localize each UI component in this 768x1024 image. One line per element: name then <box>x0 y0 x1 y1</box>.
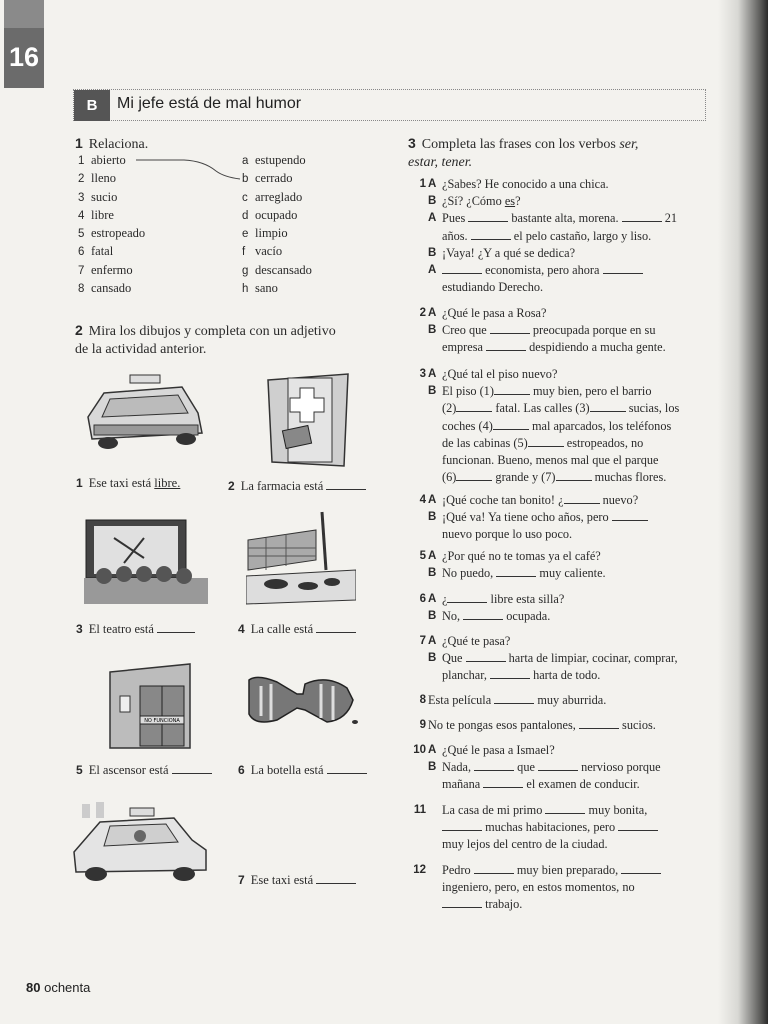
list-item: 5 estropeado <box>78 226 146 241</box>
answer-blank[interactable] <box>590 400 626 412</box>
answer-blank[interactable] <box>466 650 506 662</box>
list-item: g descansado <box>242 262 312 277</box>
taxi-occupied-image <box>70 800 212 886</box>
answer-blank[interactable] <box>172 762 212 774</box>
ex3-item-9: 9 No te pongas esos pantalones, sucios. <box>419 718 656 732</box>
answer-blank[interactable] <box>621 862 661 874</box>
ex3-item-1: 1 A ¿Sabes? He conocido a una chica. B ¿Sí? ¿Cómo es? A Pues bastante alta, morena. 21 años. el pelo castaño, largo y liso. B ¡Vaya! ¿Y a qué se dedica? A economista, pero ahora estudiando Derecho. <box>419 177 678 295</box>
caption-2: 2 La farmacia está <box>228 478 366 494</box>
unit-tab-top <box>4 0 44 28</box>
answer-blank[interactable] <box>456 400 492 412</box>
answer-blank[interactable] <box>603 262 643 274</box>
answer-blank[interactable] <box>442 819 482 831</box>
answer-blank[interactable] <box>474 759 514 771</box>
theater-image <box>84 518 208 604</box>
unit-number: 16 <box>8 42 40 72</box>
caption-5: 5 El ascensor está <box>76 762 212 778</box>
ex3-item-4: 4 A ¡Qué coche tan bonito! ¿ nuevo? B ¡Qué va! Ya tiene ocho años, pero nuevo porque lo uso poco. <box>408 492 710 544</box>
answer-blank[interactable] <box>456 469 492 481</box>
section-title: Mi jefe está de mal humor <box>117 95 302 112</box>
answer-blank[interactable] <box>564 492 600 504</box>
page-number-word: ochenta <box>44 980 91 995</box>
ex1-title <box>75 134 148 154</box>
ex3-item-11: 11 La casa de mi primo muy bonita, muchas habitaciones, pero muy lejos del centro de la ciudad. <box>408 802 710 854</box>
unit-tab <box>4 0 44 88</box>
ex1-right-list <box>242 152 312 298</box>
caption-1: 1 Ese taxi está libre. <box>76 476 181 490</box>
ex3-item-5: 5 A ¿Por qué no te tomas ya el café? B No puedo, muy caliente. <box>419 549 606 581</box>
answer-blank[interactable] <box>556 469 592 481</box>
ex3-item-12: 12 Pedro muy bien preparado, ingeniero, pero, en estos momentos, no trabajo. <box>408 862 710 914</box>
ex3-number: 3 <box>408 135 416 151</box>
ex3-title: 3 Completa las frases con los verbos ser, estar, tener. <box>408 135 639 170</box>
list-item: 1 abierto <box>78 153 126 167</box>
list-item: 6 fatal <box>78 244 114 259</box>
taxi-free-image <box>82 373 208 453</box>
answer-blank[interactable] <box>579 717 619 729</box>
list-item: 3 sucio <box>78 189 118 204</box>
answer-blank[interactable] <box>316 621 356 633</box>
list-item: f vacío <box>242 244 283 259</box>
answer-blank[interactable] <box>157 621 195 633</box>
answer-blank[interactable] <box>528 435 564 447</box>
list-item: h sano <box>242 281 278 296</box>
answer-blank[interactable] <box>494 692 534 704</box>
answer-blank[interactable] <box>474 862 514 874</box>
ex2-title: 2 Mira los dibujos y completa con un adjetivo de la actividad anterior. <box>75 322 336 357</box>
list-item: d ocupado <box>242 207 298 222</box>
answer-blank[interactable] <box>490 667 530 679</box>
list-item: c arreglado <box>242 189 303 204</box>
list-item: 8 cansado <box>78 281 132 296</box>
ex3-item-10: 10 A ¿Qué le pasa a Ismael? B Nada, que nervioso porque mañana el examen de conducir. <box>413 743 661 792</box>
caption-7: 7 Ese taxi está <box>238 872 356 888</box>
list-item: b cerrado <box>242 171 293 186</box>
answer-blank[interactable] <box>618 819 658 831</box>
answer-blank[interactable] <box>316 872 356 884</box>
answer-blank[interactable] <box>622 210 662 222</box>
answer-blank[interactable] <box>471 228 511 240</box>
answer-blank[interactable] <box>468 210 508 222</box>
caption-6: 6 La botella está <box>238 762 367 778</box>
ex1-number: 1 <box>75 135 83 151</box>
answer-blank[interactable] <box>496 565 536 577</box>
caption-4: 4 La calle está <box>238 621 356 637</box>
list-item: 4 libre <box>78 207 114 222</box>
list-item: 2 lleno <box>78 171 116 186</box>
answer-blank[interactable] <box>538 759 578 771</box>
list-item: e limpio <box>242 226 288 241</box>
match-line <box>134 155 244 185</box>
ex2-number: 2 <box>75 322 83 338</box>
list-item: 7 enfermo <box>78 262 133 277</box>
answer-blank[interactable] <box>442 896 482 908</box>
section-header <box>73 89 706 121</box>
answer-blank[interactable] <box>486 339 526 351</box>
caption-3: 3 El teatro está <box>76 621 195 637</box>
ex1-instruction: Relaciona. <box>88 137 149 152</box>
ex3-item-8: 8 Esta película muy aburrida. <box>419 693 607 707</box>
dirty-street-image <box>246 510 356 608</box>
empty-bottle-image <box>247 670 359 730</box>
answer-blank[interactable] <box>494 383 530 395</box>
pharmacy-image <box>264 370 352 468</box>
ex3-item-3: 3 A ¿Qué tal el piso nuevo? B El piso (1) muy bien, pero el barrio (2) fatal. Las calles (3) sucias, los coches (4) mal aparcados, los teléfonos de las cabinas (5) estropeados, no funcionan. Bueno, menos mal que el parque (6) grande y (7) muchas flores. <box>419 367 680 485</box>
elevator-sign-text: NO FUNCIONA <box>144 718 180 724</box>
answer-blank[interactable] <box>326 478 366 490</box>
page-number: 80 <box>26 980 41 995</box>
section-letter: B <box>74 90 110 121</box>
answer-blank[interactable] <box>493 418 529 430</box>
answer-blank[interactable] <box>490 322 530 334</box>
list-item: a estupendo <box>242 153 306 167</box>
answer-blank[interactable] <box>612 509 648 521</box>
page-footer <box>26 980 90 995</box>
ex3-item-7: 7 A ¿Qué te pasa? B Que harta de limpiar, cocinar, comprar, planchar, harta de todo. <box>419 634 678 683</box>
ex3-item-6: 6 A ¿ libre esta silla? B No, ocupada. <box>419 592 565 624</box>
answer-blank[interactable] <box>442 262 482 274</box>
ex3-item-2: 2 A ¿Qué le pasa a Rosa? B Creo que preocupada porque en su empresa despidiendo a mucha gente. <box>419 306 666 355</box>
page-binding-shadow <box>718 0 768 1024</box>
answer-blank[interactable] <box>327 762 367 774</box>
answer-blank[interactable] <box>483 776 523 788</box>
answer-blank[interactable] <box>447 591 487 603</box>
answer-blank[interactable] <box>463 608 503 620</box>
answer-blank[interactable] <box>545 802 585 814</box>
elevator-image <box>106 662 194 750</box>
